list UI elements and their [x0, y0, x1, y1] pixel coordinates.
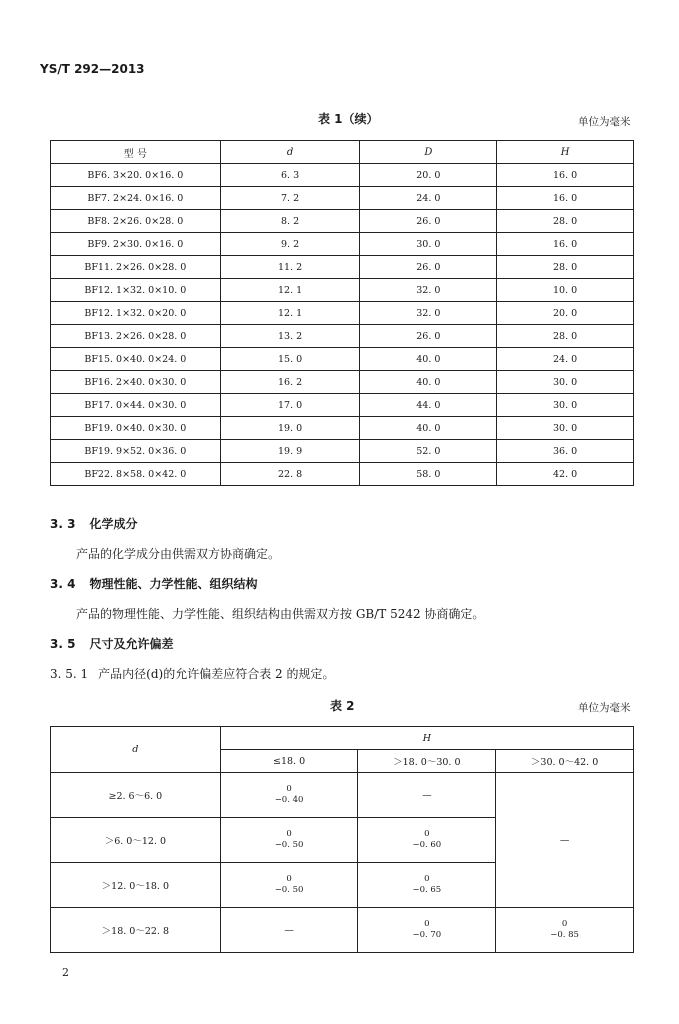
table-row — [51, 233, 634, 256]
model-cell: BF6. 3×20. 0×16. 0 — [51, 164, 221, 187]
table-row — [51, 908, 634, 953]
D-cell: 40. 0 — [360, 348, 497, 371]
table1-caption: 表 1（续） — [318, 112, 379, 126]
model-cell: BF12. 1×32. 0×10. 0 — [51, 279, 221, 302]
D-cell: 20. 0 — [360, 164, 497, 187]
table-row — [51, 302, 634, 325]
table2-d-value: ＞6. 0～12. 0 — [51, 818, 221, 863]
H-cell: 16. 0 — [497, 233, 634, 256]
D-cell: 26. 0 — [360, 210, 497, 233]
H-cell: 24. 0 — [497, 348, 634, 371]
table1-col-H: H — [497, 141, 634, 164]
section-title: 化学成分 — [89, 517, 138, 531]
section-3-3-text: 产品的化学成分由供需双方协商确定。 — [76, 547, 281, 561]
section-text: 产品内径(d)的允许偏差应符合表 2 的规定。 — [98, 667, 335, 681]
D-cell: 30. 0 — [360, 233, 497, 256]
table-row — [51, 325, 634, 348]
D-cell: 52. 0 — [360, 440, 497, 463]
d-cell: 7. 2 — [220, 187, 360, 210]
table2-unit: 单位为毫米 — [578, 702, 631, 714]
d-cell: 9. 2 — [220, 233, 360, 256]
section-number: 3. 3 — [50, 517, 76, 531]
D-cell: 40. 0 — [360, 417, 497, 440]
d-cell: 19. 9 — [220, 440, 360, 463]
tolerance-cell: — — [220, 908, 358, 953]
document-code: YS/T 292—2013 — [40, 62, 145, 76]
table2-d-value: ≥2. 6～6. 0 — [51, 773, 221, 818]
d-cell: 11. 2 — [220, 256, 360, 279]
H-cell: 10. 0 — [497, 279, 634, 302]
table-row — [51, 773, 634, 818]
model-cell: BF9. 2×30. 0×16. 0 — [51, 233, 221, 256]
table-row — [51, 210, 634, 233]
D-cell: 26. 0 — [360, 325, 497, 348]
section-3-5-1-text — [50, 665, 334, 682]
section-3-4-heading — [50, 575, 257, 592]
d-cell: 8. 2 — [220, 210, 360, 233]
table1-unit: 单位为毫米 — [578, 116, 631, 128]
H-cell: 30. 0 — [497, 394, 634, 417]
table2-header-row-1 — [51, 727, 634, 750]
page-number: 2 — [62, 966, 69, 979]
D-cell: 44. 0 — [360, 394, 497, 417]
model-cell: BF13. 2×26. 0×28. 0 — [51, 325, 221, 348]
section-3-3-heading — [50, 515, 137, 532]
table2 — [50, 726, 634, 953]
table-row — [51, 187, 634, 210]
tolerance-cell: 0 −0. 85 — [496, 908, 634, 953]
d-cell: 22. 8 — [220, 463, 360, 486]
H-cell: 42. 0 — [497, 463, 634, 486]
model-cell: BF15. 0×40. 0×24. 0 — [51, 348, 221, 371]
table2-h-col-1: ≤18. 0 — [220, 750, 358, 773]
tolerance-cell: 0 −0. 40 — [220, 773, 358, 818]
section-number: 3. 5 — [50, 637, 76, 651]
tolerance-cell: 0 −0. 65 — [358, 863, 496, 908]
d-cell: 17. 0 — [220, 394, 360, 417]
H-cell: 36. 0 — [497, 440, 634, 463]
section-3-5-heading — [50, 635, 173, 652]
d-cell: 13. 2 — [220, 325, 360, 348]
table1-col-model: 型 号 — [51, 141, 221, 164]
H-cell: 28. 0 — [497, 325, 634, 348]
section-title: 物理性能、力学性能、组织结构 — [89, 577, 258, 591]
tolerance-cell: 0 −0. 50 — [220, 818, 358, 863]
table2-h-col-3: ＞30. 0～42. 0 — [496, 750, 634, 773]
D-cell: 58. 0 — [360, 463, 497, 486]
model-cell: BF22. 8×58. 0×42. 0 — [51, 463, 221, 486]
H-cell: 28. 0 — [497, 256, 634, 279]
section-number: 3. 4 — [50, 577, 76, 591]
tolerance-cell-merged: — — [496, 773, 634, 908]
table-row — [51, 348, 634, 371]
table2-header-d: d — [51, 727, 221, 773]
d-cell: 15. 0 — [220, 348, 360, 371]
H-cell: 30. 0 — [497, 371, 634, 394]
H-cell: 16. 0 — [497, 164, 634, 187]
tolerance-cell: 0 −0. 50 — [220, 863, 358, 908]
d-cell: 6. 3 — [220, 164, 360, 187]
tolerance-cell: 0 −0. 60 — [358, 818, 496, 863]
model-cell: BF19. 0×40. 0×30. 0 — [51, 417, 221, 440]
D-cell: 26. 0 — [360, 256, 497, 279]
tolerance-cell: — — [358, 773, 496, 818]
table2-d-value: ＞12. 0～18. 0 — [51, 863, 221, 908]
model-cell: BF11. 2×26. 0×28. 0 — [51, 256, 221, 279]
model-cell: BF8. 2×26. 0×28. 0 — [51, 210, 221, 233]
d-cell: 12. 1 — [220, 279, 360, 302]
tolerance-cell: 0 −0. 70 — [358, 908, 496, 953]
table1-col-D: D — [360, 141, 497, 164]
table2-h-col-2: ＞18. 0～30. 0 — [358, 750, 496, 773]
d-cell: 16. 2 — [220, 371, 360, 394]
table2-caption: 表 2 — [330, 699, 355, 713]
H-cell: 16. 0 — [497, 187, 634, 210]
D-cell: 24. 0 — [360, 187, 497, 210]
table2-header-H: H — [220, 727, 633, 750]
table1-col-d: d — [220, 141, 360, 164]
table-row — [51, 256, 634, 279]
table-row — [51, 440, 634, 463]
table-row — [51, 279, 634, 302]
table-row — [51, 394, 634, 417]
D-cell: 40. 0 — [360, 371, 497, 394]
model-cell: BF19. 9×52. 0×36. 0 — [51, 440, 221, 463]
table1-body — [51, 164, 634, 486]
section-title: 尺寸及允许偏差 — [89, 637, 174, 651]
H-cell: 20. 0 — [497, 302, 634, 325]
model-cell: BF16. 2×40. 0×30. 0 — [51, 371, 221, 394]
model-cell: BF12. 1×32. 0×20. 0 — [51, 302, 221, 325]
section-3-4-text: 产品的物理性能、力学性能、组织结构由供需双方按 GB/T 5242 协商确定。 — [76, 607, 485, 621]
d-cell: 19. 0 — [220, 417, 360, 440]
table1 — [50, 140, 634, 486]
table-row — [51, 463, 634, 486]
section-number: 3. 5. 1 — [50, 667, 89, 681]
D-cell: 32. 0 — [360, 279, 497, 302]
model-cell: BF7. 2×24. 0×16. 0 — [51, 187, 221, 210]
H-cell: 30. 0 — [497, 417, 634, 440]
model-cell: BF17. 0×44. 0×30. 0 — [51, 394, 221, 417]
D-cell: 32. 0 — [360, 302, 497, 325]
table-row — [51, 417, 634, 440]
table-row — [51, 371, 634, 394]
table2-d-value: ＞18. 0～22. 8 — [51, 908, 221, 953]
table1-header-row — [51, 141, 634, 164]
H-cell: 28. 0 — [497, 210, 634, 233]
d-cell: 12. 1 — [220, 302, 360, 325]
table-row — [51, 164, 634, 187]
